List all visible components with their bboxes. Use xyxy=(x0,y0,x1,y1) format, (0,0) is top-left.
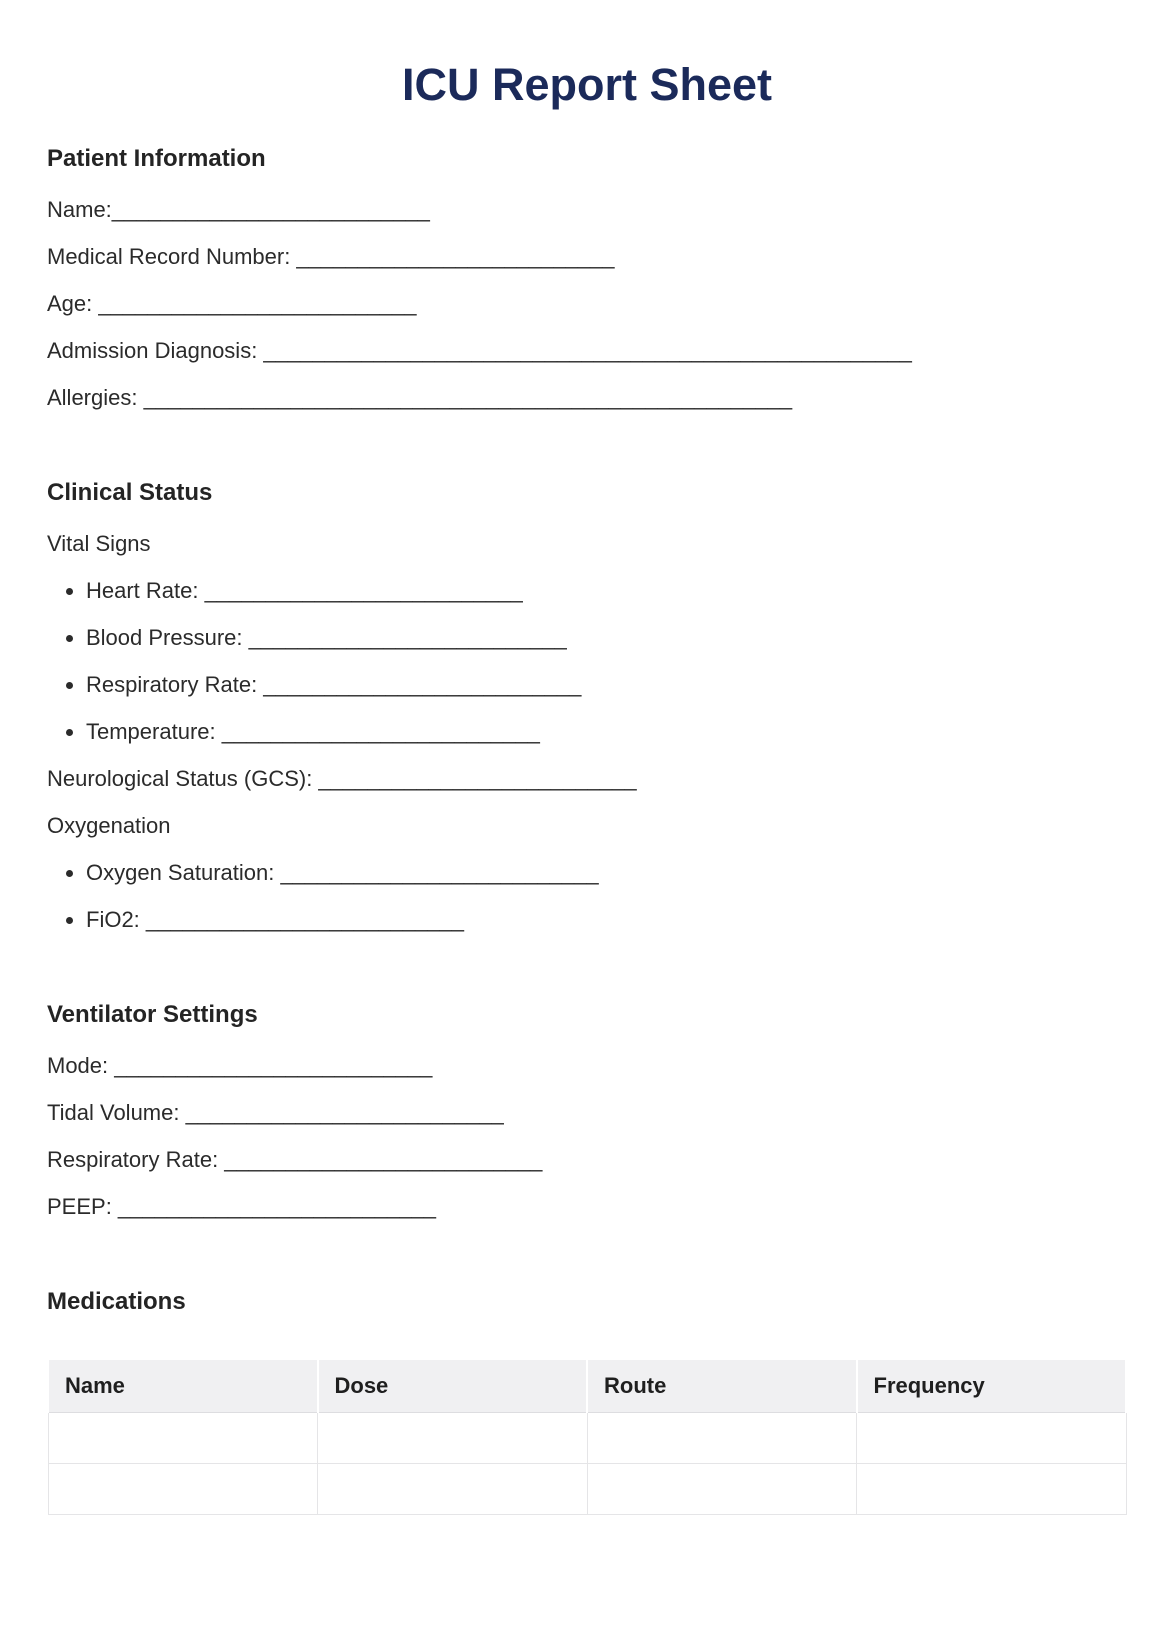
table-cell-dose xyxy=(318,1463,588,1514)
field-oxygen-saturation: • Oxygen Saturation: __________________________ xyxy=(86,860,1127,886)
field-neurological-status-gcs: Neurological Status (GCS): __________________________ xyxy=(47,766,637,791)
column-header-frequency: Frequency xyxy=(857,1360,1127,1412)
vital-signs-list xyxy=(47,578,1127,745)
table-cell-frequency xyxy=(857,1412,1127,1463)
table-row xyxy=(48,1463,1126,1514)
field-heart-rate: • Heart Rate: __________________________ xyxy=(86,578,1127,604)
medications-table xyxy=(47,1360,1127,1515)
field-admission-diagnosis: Admission Diagnosis: _____________________________________________________ xyxy=(47,338,912,363)
section-heading-patient-information: Patient Information xyxy=(47,145,266,172)
field-tidal-volume: Tidal Volume: __________________________ xyxy=(47,1100,504,1125)
field-allergies: Allergies: _____________________________________________________ xyxy=(47,385,793,410)
sub-label-vital-signs: Vital Signs xyxy=(47,531,151,556)
table-row xyxy=(48,1412,1126,1463)
medications-table-header-row xyxy=(48,1360,1126,1412)
oxygenation-list xyxy=(47,860,1127,933)
field-medical-record-number: Medical Record Number: __________________________ xyxy=(47,244,615,269)
table-cell-dose xyxy=(318,1412,588,1463)
page-title: ICU Report Sheet xyxy=(401,59,773,110)
section-heading-ventilator-settings: Ventilator Settings xyxy=(47,1001,258,1028)
field-age: Age: __________________________ xyxy=(47,291,417,316)
field-ventilator-respiratory-rate: Respiratory Rate: __________________________ xyxy=(47,1147,543,1172)
column-header-name: Name xyxy=(48,1360,318,1412)
column-header-route: Route xyxy=(587,1360,857,1412)
sub-label-oxygenation: Oxygenation xyxy=(47,813,171,838)
table-cell-route xyxy=(587,1412,857,1463)
table-cell-route xyxy=(587,1463,857,1514)
field-blood-pressure: • Blood Pressure: __________________________ xyxy=(86,625,1127,651)
field-mode: Mode: __________________________ xyxy=(47,1053,433,1078)
field-peep: PEEP: __________________________ xyxy=(47,1194,437,1219)
table-cell-name xyxy=(48,1463,318,1514)
table-cell-name xyxy=(48,1412,318,1463)
column-header-dose: Dose xyxy=(318,1360,588,1412)
field-temperature: • Temperature: __________________________ xyxy=(86,719,1127,745)
field-name: Name:__________________________ xyxy=(47,197,430,222)
section-heading-medications: Medications xyxy=(47,1288,186,1315)
table-cell-frequency xyxy=(857,1463,1127,1514)
field-respiratory-rate: • Respiratory Rate: __________________________ xyxy=(86,672,1127,698)
field-fio2: • FiO2: __________________________ xyxy=(86,907,1127,933)
section-heading-clinical-status: Clinical Status xyxy=(47,479,213,506)
